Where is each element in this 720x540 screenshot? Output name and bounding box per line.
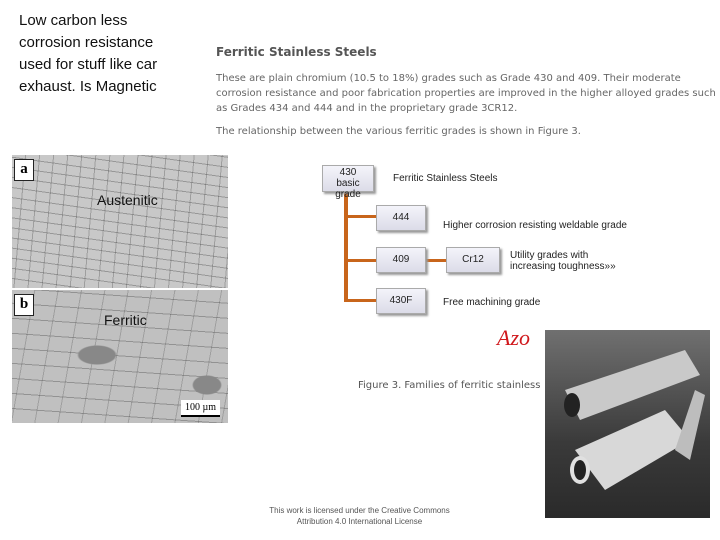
license-line2: Attribution 4.0 International License bbox=[296, 517, 423, 526]
connector-444 bbox=[344, 215, 376, 218]
box-430-label: basic grade bbox=[335, 178, 361, 200]
desc-409-line1: Utility grades with bbox=[510, 250, 589, 261]
figure-caption: Figure 3. Families of ferritic stainless bbox=[358, 380, 541, 391]
desc-409 bbox=[510, 250, 616, 272]
box-cr12: Cr12 bbox=[446, 247, 500, 273]
austenitic-label: Austenitic bbox=[97, 192, 158, 208]
connector-409 bbox=[344, 259, 376, 262]
panel-label-a: a bbox=[14, 159, 34, 181]
article-body: These are plain chromium (10.5 to 18%) grades such as Grade 430 and 409. Their moderate corrosion resistance and poor fabrication properties are improved in the higher alloyed grades such as Grades 434 and 444 and in the proprietary grade 3CR12. bbox=[216, 73, 716, 114]
micrograph-ferritic bbox=[12, 290, 228, 423]
ferritic-label: Ferritic bbox=[104, 312, 147, 328]
panel-label-b: b bbox=[14, 294, 34, 316]
box-444: 444 bbox=[376, 205, 426, 231]
root-desc: Ferritic Stainless Steels bbox=[393, 173, 498, 184]
azom-logo: Azo bbox=[497, 325, 530, 350]
box-430 bbox=[322, 165, 374, 200]
license-text bbox=[262, 505, 457, 527]
slide-note: Low carbon less corrosion resistance used for stuff like car exhaust. Is Magnetic bbox=[19, 12, 158, 95]
box-430-number: 430 bbox=[339, 167, 357, 178]
article-relationship: The relationship between the various ferritic grades is shown in Figure 3. bbox=[216, 126, 581, 137]
box-409: 409 bbox=[376, 247, 426, 273]
micrograph-austenitic bbox=[12, 155, 228, 288]
scale-bar: 100 µm bbox=[181, 400, 220, 417]
desc-430f: Free machining grade bbox=[443, 297, 541, 308]
exhaust-pipe-illustration bbox=[545, 330, 710, 518]
connector-430f bbox=[344, 299, 376, 302]
box-430f: 430F bbox=[376, 288, 426, 314]
desc-409-line2: increasing toughness»» bbox=[510, 261, 616, 272]
exhaust-photo bbox=[545, 330, 710, 518]
desc-444: Higher corrosion resisting weldable grade bbox=[443, 220, 627, 231]
connector-vertical bbox=[344, 190, 348, 302]
connector-cr12 bbox=[426, 259, 446, 262]
license-line1: This work is licensed under the Creative Commons bbox=[269, 506, 450, 515]
article-title: Ferritic Stainless Steels bbox=[216, 45, 377, 59]
